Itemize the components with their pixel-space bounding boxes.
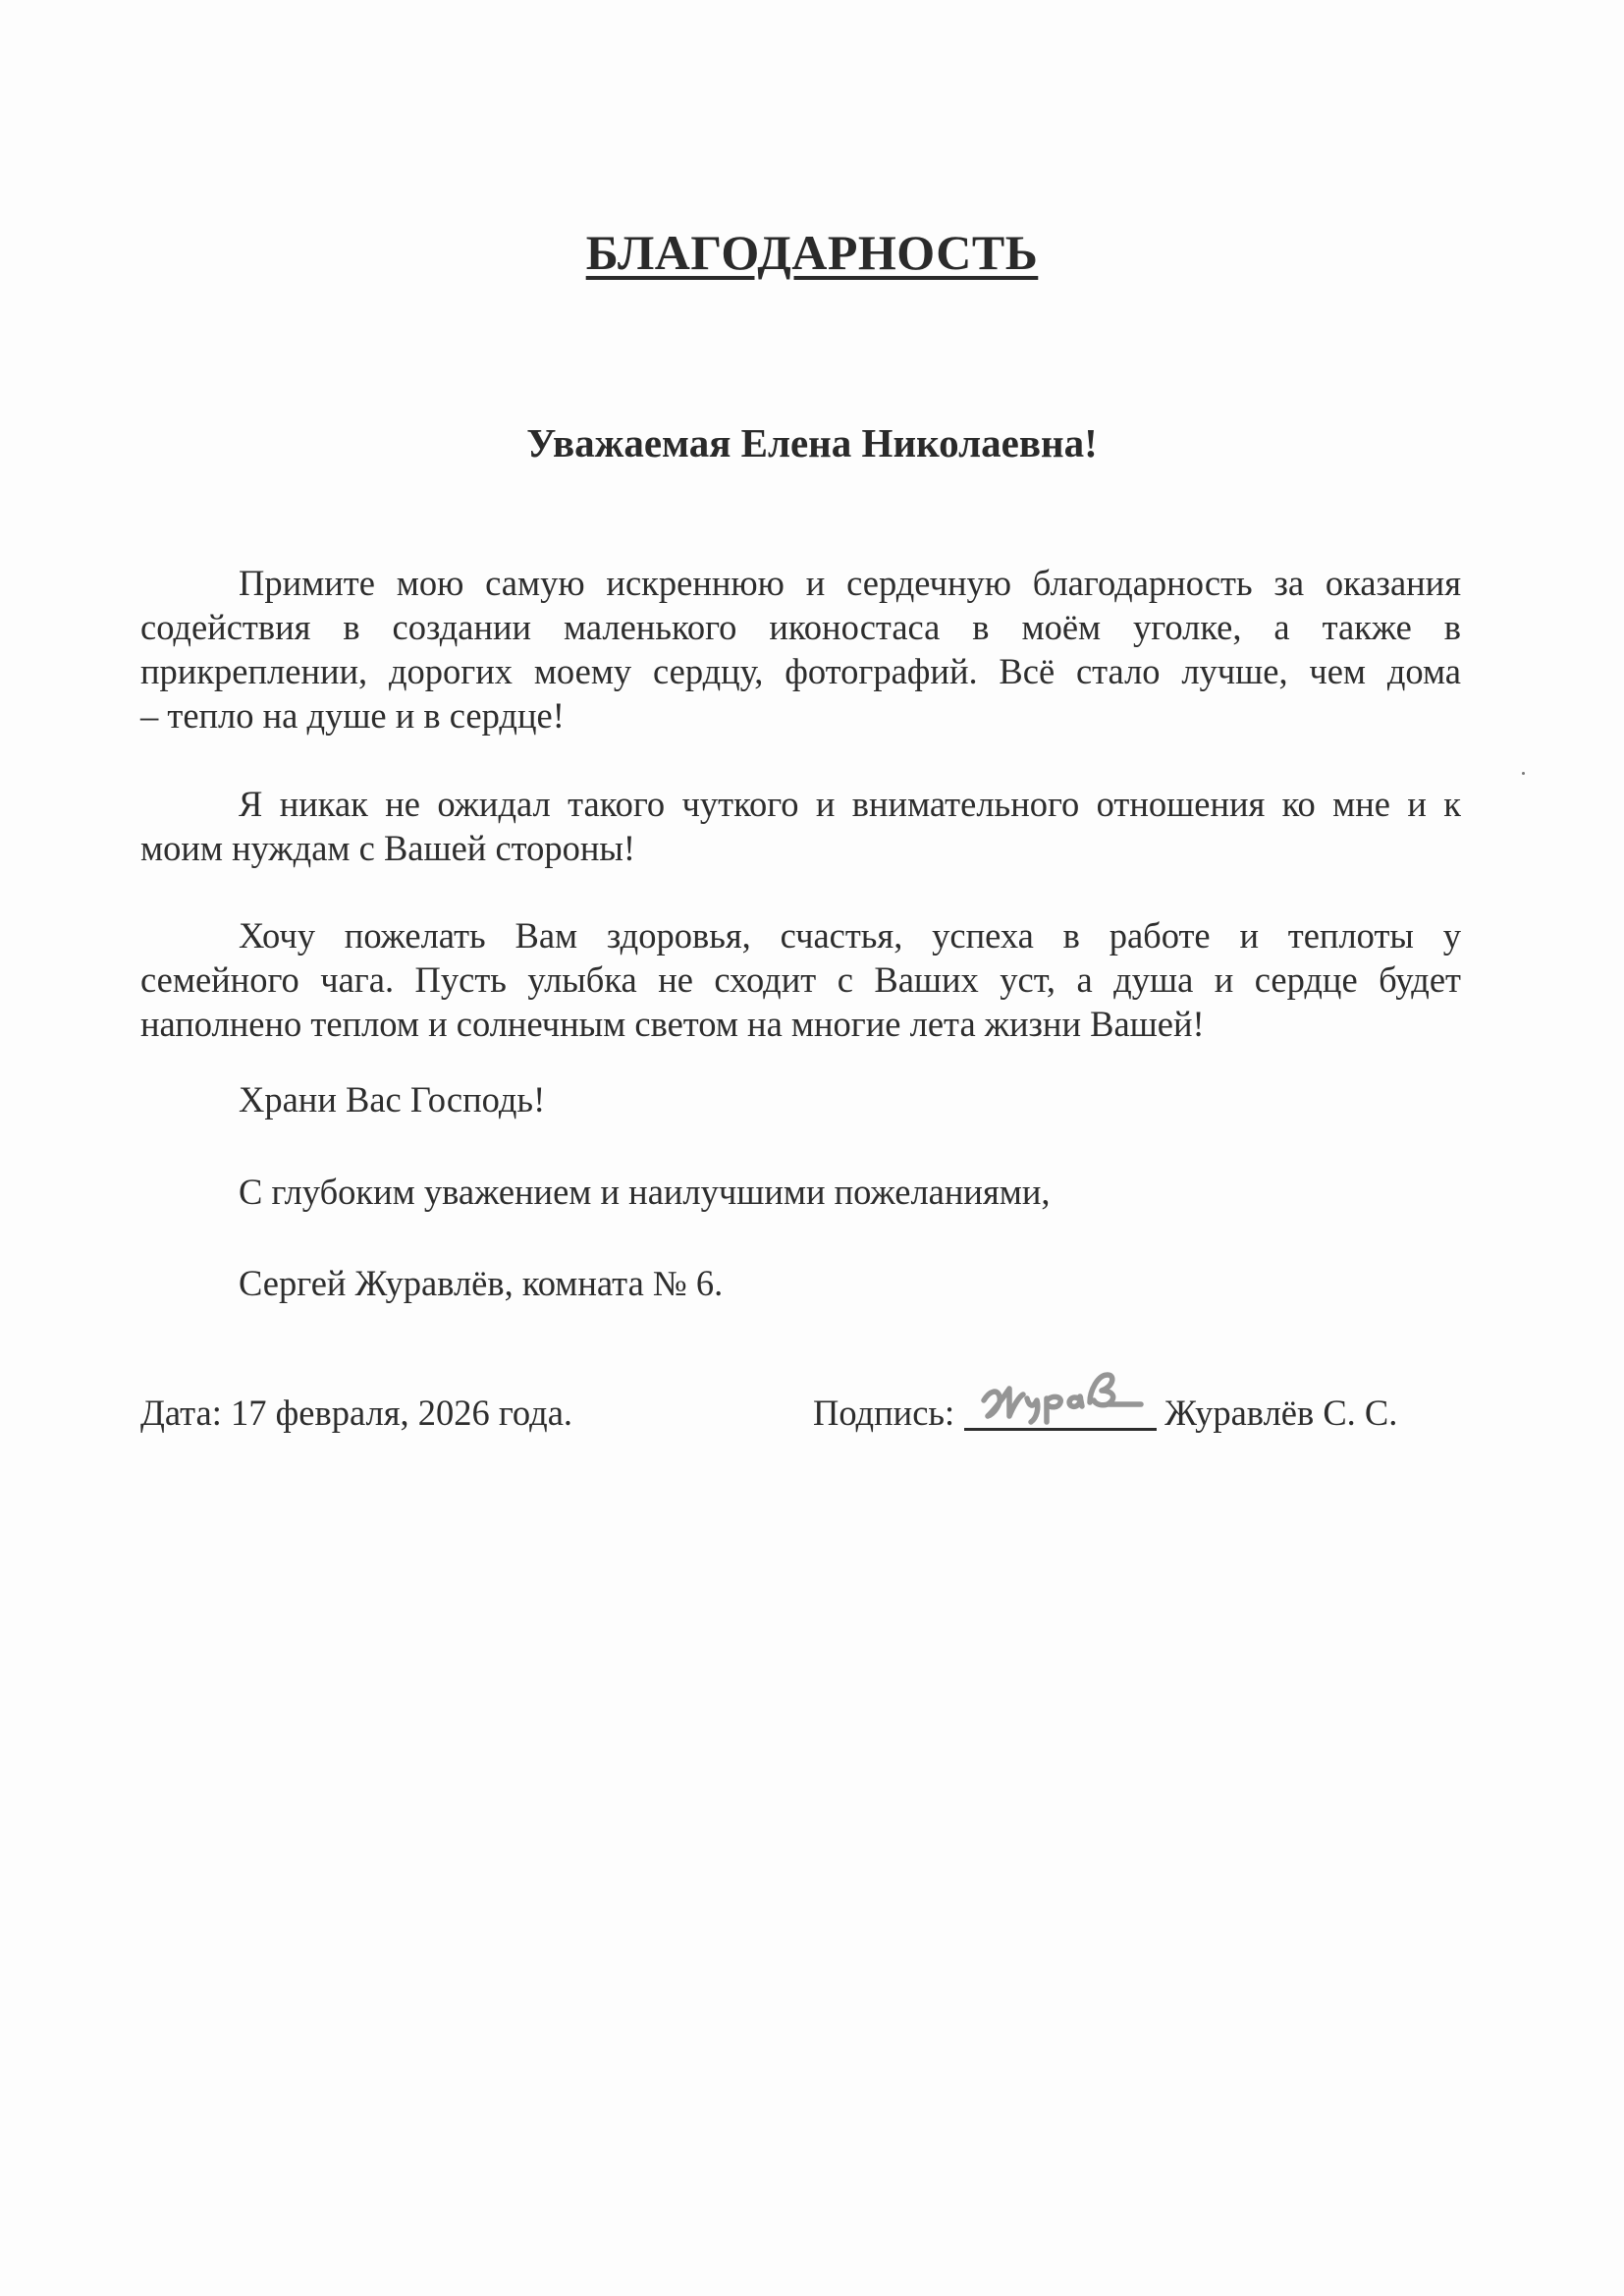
paragraph-attention [140,782,1461,870]
paragraph-line: семейного чага. Пусть улыбка не сходит с Ваших уст, а душа и сердце будет [140,959,1461,1000]
closing-line: С глубоким уважением и наилучшими пожеланиями, [239,1172,1051,1212]
paragraph-line: наполнено теплом и солнечным светом на многие лета жизни Вашей! [140,1004,1205,1044]
signature-field [964,1387,1157,1431]
paragraph-line: моим нуждам с Вашей стороны! [140,828,636,868]
paragraph-wishes [140,913,1461,1046]
signature-printed-name: Журавлёв С. С. [1164,1393,1398,1433]
date-line: Дата: 17 февраля, 2026 года. [140,1393,573,1433]
paragraph-line: Хочу пожелать Вам здоровья, счастья, успеха в работе и теплоты у [239,915,1461,956]
paragraph-gratitude [140,561,1461,738]
document-title [0,224,1624,281]
handwritten-signature-icon [976,1365,1153,1428]
paragraph-line: прикреплении, дорогих моему сердцу, фотографий. Всё стало лучше, чем дома [140,651,1461,691]
paragraph-line: Я никак не ожидал такого чуткого и внимательного отношения ко мне и к [239,784,1461,824]
paragraph-line: Примите мою самую искреннюю и сердечную благодарность за оказания [239,563,1461,603]
paragraph-line: содействия в создании маленького иконостаса в моём уголке, а также в [140,607,1461,647]
paragraph-line: – тепло на душе и в сердце! [140,695,565,736]
blessing-line: Храни Вас Господь! [239,1079,546,1120]
document-title-text: БЛАГОДАРНОСТЬ [585,225,1039,280]
signature-block [813,1391,1397,1435]
salutation: Уважаемая Елена Николаевна! [526,420,1098,465]
scan-artifact [1522,772,1525,775]
author-line: Сергей Журавлёв, комната № 6. [239,1263,724,1303]
signature-label: Подпись: [813,1393,955,1433]
